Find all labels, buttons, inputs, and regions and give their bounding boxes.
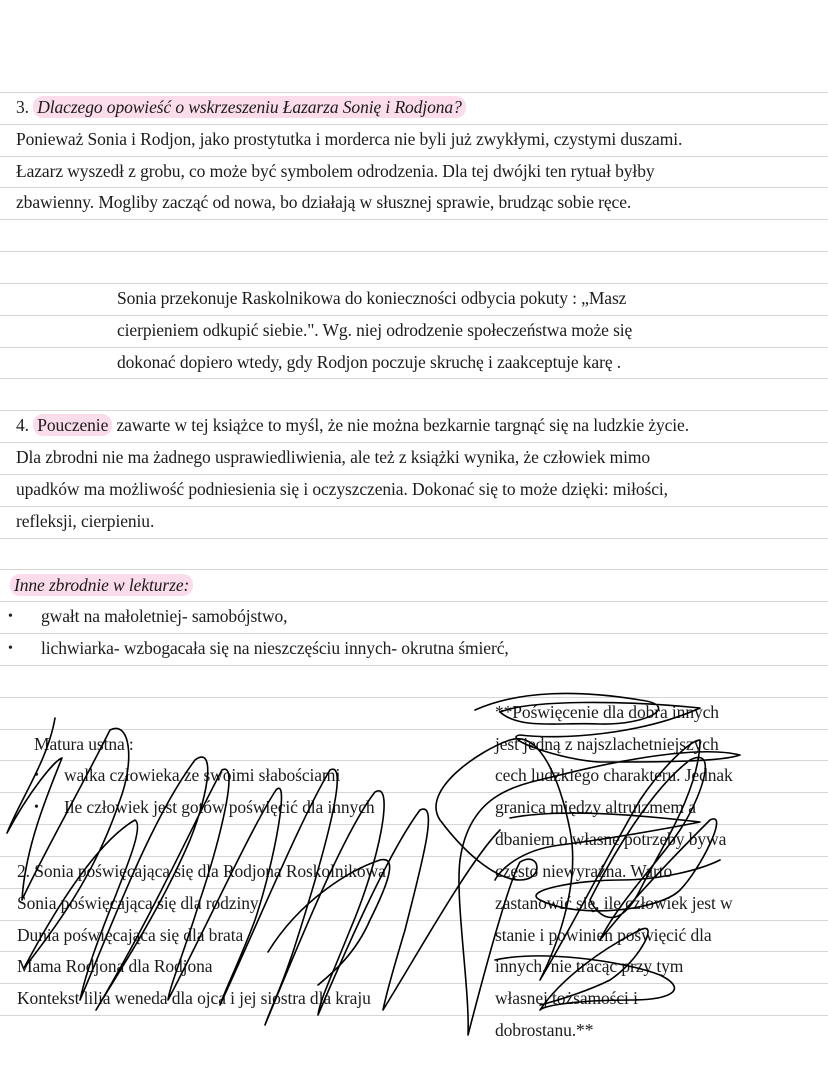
matura-item	[0, 760, 460, 792]
quote-line: dokonać dopiero wtedy, gdy Rodjon poczuje skruchę i zaakceptuje karę .	[117, 351, 622, 372]
side-note-line: granica między altruizmem a	[495, 797, 696, 818]
matura-item	[0, 792, 460, 824]
side-note-line: własnej tożsamości i	[495, 988, 638, 1009]
section4-line: Dla zbrodni nie ma żadnego usprawiedliwienia, ale też z książki wynika, że człowiek mimo	[16, 447, 651, 468]
other-crimes-item	[0, 633, 828, 665]
matura-example: Sonia poświęcająca się dla rodziny	[17, 892, 259, 913]
section4-line: upadków ma możliwość podniesienia się i oczyszczenia. Dokonać się to może dzięki: miłości,	[16, 479, 668, 499]
matura-example: Mama Rodjona dla Rodjona	[17, 956, 213, 977]
ruled-line	[0, 538, 828, 539]
other-crimes-item	[0, 601, 828, 633]
bullet-icon: •	[34, 800, 39, 816]
section4-highlight-word: Pouczenie	[33, 414, 112, 436]
side-note-line: cech ludzkiego charakteru. Jednak	[495, 765, 733, 786]
matura-example: Kontekst lilia weneda dla ojca i jej siostra dla kraju	[17, 988, 371, 1009]
section4-first-line-rest: zawarte w tej książce to myśl, że nie można bezkarnie targnąć się na ludzkie życie.	[112, 415, 689, 436]
ruled-line	[0, 219, 828, 220]
other-crimes-item-text: gwałt na małoletniej- samobójstwo,	[41, 606, 288, 627]
ruled-line	[0, 1015, 828, 1016]
quote-line: cierpieniem odkupić siebie.". Wg. niej odrodzenie społeczeństwa może się	[117, 319, 633, 340]
section4-first-line	[16, 410, 689, 442]
section3-number: 3.	[16, 97, 29, 117]
side-note-line: dbaniem o własne potrzeby bywa	[495, 829, 727, 850]
section3-question-highlight: Dlaczego opowieść o wskrzeszeniu Łazarza Sonię i Rodjona?	[33, 96, 466, 118]
matura-item-text: walka człowieka ze swoimi słabościami	[64, 765, 341, 786]
section4-line: refleksji, cierpieniu.	[16, 510, 155, 531]
bullet-icon: •	[34, 768, 39, 784]
other-crimes-item-text: lichwiarka- wzbogacała się na nieszczęściu innych- okrutna śmierć,	[41, 638, 509, 659]
side-note-line: **Poświęcenie dla dobra innych	[495, 701, 719, 722]
side-note-line: stanie i powinien poświęcić dla	[495, 924, 712, 945]
matura-example: 2. Sonia poświęcająca się dla Rodjona Roskolnikowa	[17, 861, 386, 881]
section3-answer-line: Łazarz wyszedł z grobu, co może być symbolem odrodzenia. Dla tej dwójki ten rytuał byłby	[16, 160, 655, 181]
section3-heading	[16, 92, 466, 124]
side-note-line: często niewyraźna. Warto	[495, 861, 673, 881]
matura-heading: Matura ustna :	[34, 733, 134, 754]
side-note-line: innych, nie tracąc przy tym	[495, 956, 684, 977]
other-crimes-heading	[10, 570, 193, 602]
ruled-line	[0, 378, 828, 379]
matura-item-text: Ile człowiek jest gotów poświęcić dla innych	[64, 797, 375, 818]
quote-line: Sonia przekonuje Raskolnikowa do konieczności odbycia pokuty : „Masz	[117, 288, 627, 308]
matura-example: Dunia poświęcająca się dla brata	[17, 924, 244, 945]
bullet-icon: •	[8, 609, 13, 625]
side-note-line: jest jedną z najszlachetniejszych	[495, 733, 719, 754]
other-crimes-heading-text: Inne zbrodnie w lekturze:	[10, 574, 193, 596]
section3-answer-line: Ponieważ Sonia i Rodjon, jako prostytutka i morderca nie byli już zwykłymi, czystymi duszami.	[16, 128, 683, 149]
section3-answer-line: zbawienny. Mogliby zacząć od nowa, bo działają w słusznej sprawie, brudząc sobie ręce.	[16, 192, 632, 213]
section4-number: 4.	[16, 415, 29, 436]
side-note-line: zastanowić się, ile człowiek jest w	[495, 892, 733, 913]
side-note-line: dobrostanu.**	[495, 1020, 594, 1040]
ruled-line	[0, 665, 828, 666]
bullet-icon: •	[8, 641, 13, 657]
ruled-line	[0, 251, 828, 252]
